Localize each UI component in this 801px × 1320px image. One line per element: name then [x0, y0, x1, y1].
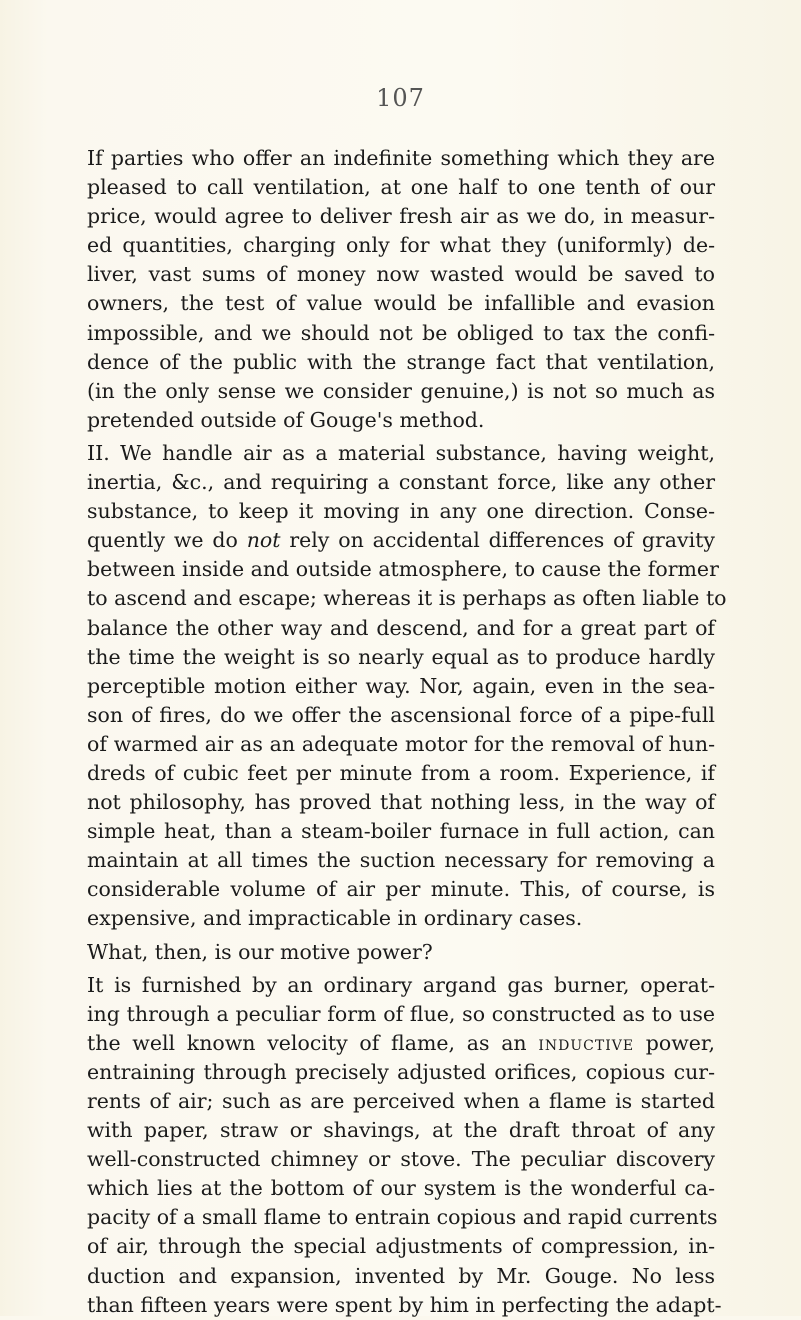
text-line: which lies at the bottom of our system is the wonderful ca-	[87, 1176, 715, 1201]
italic-word: not	[246, 528, 281, 553]
paragraph	[87, 971, 722, 1320]
text-line: If parties who offer an indefinite something which they are	[87, 146, 715, 170]
page-number: 107	[376, 84, 425, 112]
paragraph	[87, 144, 715, 435]
text-line: ed quantities, charging only for what they (uniformly) de-	[87, 233, 715, 258]
paragraph	[87, 938, 715, 967]
text-line: ing through a peculiar form of flue, so constructed as to use	[87, 1001, 715, 1026]
text-line: than fifteen years were spent by him in perfecting the adapt-	[87, 1292, 722, 1317]
text-line: owners, the test of value would be infallible and evasion	[87, 291, 715, 316]
text-line: What, then, is our motive power?	[87, 939, 433, 964]
text-line: of warmed air as an adequate motor for the removal of hun-	[87, 731, 715, 756]
text-line: to ascend and escape; whereas it is perhaps as often liable to	[87, 586, 727, 611]
text-line: between inside and outside atmosphere, to cause the former	[87, 557, 719, 582]
text-line: duction and expansion, invented by Mr. Gouge. No less	[87, 1263, 715, 1288]
small-caps-word: inductive	[538, 1030, 635, 1055]
text-line: pretended outside of Gouge's method.	[87, 407, 485, 432]
body-text	[87, 144, 727, 1320]
text-line: the time the weight is so nearly equal as to produce hardly	[87, 644, 715, 669]
text-line: balance the other way and descend, and for a great part of	[87, 615, 715, 640]
text-line: the well known velocity of flame, as an inductive power,	[87, 1030, 715, 1055]
text-line: son of fires, do we offer the ascensional force of a pipe-full	[87, 702, 715, 727]
text-line: perceptible motion either way. Nor, again, even in the sea-	[87, 673, 715, 698]
text-line: dence of the public with the strange fact that ventilation,	[87, 349, 715, 374]
text-line: liver, vast sums of money now wasted would be saved to	[87, 262, 715, 287]
text-line: pacity of a small flame to entrain copious and rapid currents	[87, 1205, 718, 1230]
text-line: dreds of cubic feet per minute from a room. Experience, if	[87, 760, 715, 785]
paragraph	[87, 439, 727, 934]
text-line: impossible, and we should not be obliged to tax the confi-	[87, 320, 715, 345]
text-line: price, would agree to deliver fresh air as we do, in measur-	[87, 204, 715, 229]
text-line: simple heat, than a steam-boiler furnace in full action, can	[87, 819, 715, 844]
text-line: substance, to keep it moving in any one direction. Conse-	[87, 499, 715, 524]
text-line: rents of air; such as are perceived when a flame is started	[87, 1089, 715, 1113]
text-line: maintain at all times the suction necessary for removing a	[87, 848, 715, 873]
text-line: inertia, &c., and requiring a constant force, like any other	[87, 470, 715, 495]
text-line: with paper, straw or shavings, at the draft throat of any	[87, 1118, 715, 1143]
text-line: It is furnished by an ordinary argand gas burner, operat-	[87, 972, 715, 997]
text-line: well-constructed chimney or stove. The peculiar discovery	[87, 1147, 715, 1172]
text-line: not philosophy, has proved that nothing less, in the way of	[87, 790, 715, 815]
text-line: pleased to call ventilation, at one half to one tenth of our	[87, 175, 715, 200]
text-line: expensive, and impracticable in ordinary cases.	[87, 906, 583, 931]
text-line: quently we do not rely on accidental differences of gravity	[87, 528, 715, 553]
text-line: (in the only sense we consider genuine,) is not so much as	[87, 378, 715, 403]
text-line: entraining through precisely adjusted orifices, copious cur-	[87, 1059, 715, 1084]
text-line: of air, through the special adjustments of compression, in-	[87, 1234, 715, 1259]
text-line: considerable volume of air per minute. This, of course, is	[87, 877, 715, 902]
text-line: II. We handle air as a material substance, having weight,	[87, 440, 715, 465]
